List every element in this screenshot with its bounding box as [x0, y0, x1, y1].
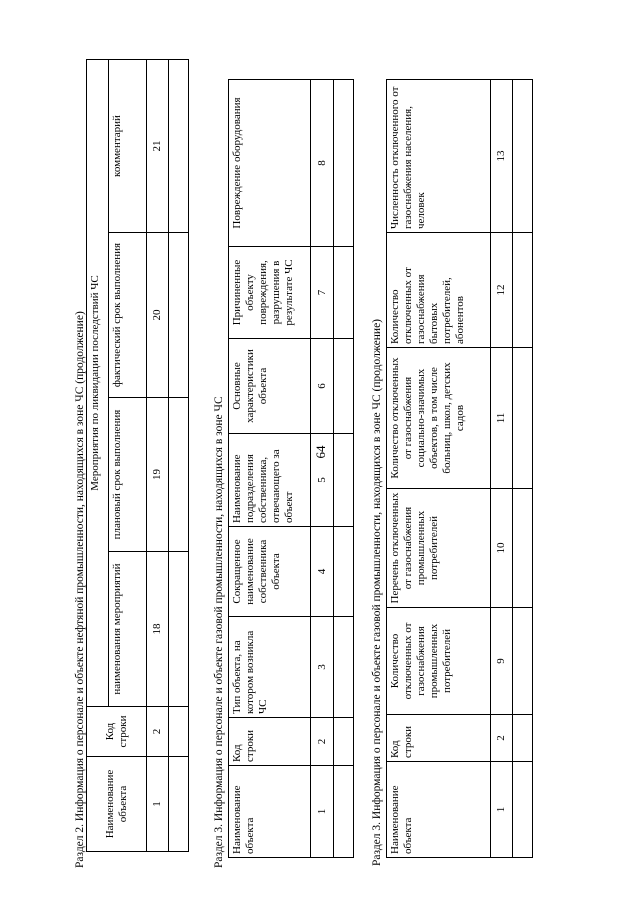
col-number: 2: [311, 718, 334, 766]
header-owner-department: Наименование подразделения собственника, отвечающего за объект: [229, 434, 311, 527]
header-row-code: Код строки: [387, 715, 491, 762]
header-actual-date: фактический срок выполнения: [109, 233, 147, 398]
empty-cell: [334, 80, 354, 247]
empty-cell: [169, 59, 189, 232]
header-row-code: Код строки: [229, 718, 311, 766]
col-number: 6: [311, 339, 334, 434]
col-number: 21: [147, 59, 169, 232]
col-number: 8: [311, 80, 334, 247]
section-2-block: [86, 59, 189, 852]
empty-cell: [169, 552, 189, 707]
col-number: 5: [311, 434, 334, 527]
header-population: Численность отключенного от газоснабжения населения, человек: [387, 80, 491, 233]
header-main-characteristics: Основные характеристики объекта: [229, 339, 311, 434]
col-number: 2: [147, 707, 169, 757]
empty-cell: [334, 617, 354, 718]
empty-cell: [334, 527, 354, 617]
header-object-type: Тип объекта, на котором возникла ЧС: [229, 617, 311, 718]
header-industrial-count: Количество отключенных от газоснабжения промышленных потребителей: [387, 608, 491, 715]
section-3-cont-table: [386, 79, 533, 858]
col-number: 7: [311, 247, 334, 339]
empty-cell: [169, 233, 189, 398]
section-3-cont-block: [386, 79, 533, 858]
col-number: 18: [147, 552, 169, 707]
col-number: 10: [491, 489, 513, 608]
col-number: 3: [311, 617, 334, 718]
empty-cell: [169, 707, 189, 757]
col-number: 19: [147, 398, 169, 552]
col-number: 1: [311, 766, 334, 858]
header-measures-name: наименования мероприятий: [109, 552, 147, 707]
section-2-table: [86, 59, 189, 852]
header-owner-short-name: Сокращенное наименование собственника объекта: [229, 527, 311, 617]
header-object-name: Наименование объекта: [87, 757, 147, 852]
empty-cell: [513, 715, 533, 762]
header-planned-date: плановый срок выполнения: [109, 398, 147, 552]
header-row-code: Код строки: [87, 707, 147, 757]
empty-cell: [513, 80, 533, 233]
empty-cell: [334, 247, 354, 339]
empty-cell: [334, 434, 354, 527]
page-number: 64: [313, 445, 328, 459]
col-number: 1: [147, 757, 169, 852]
empty-cell: [513, 233, 533, 348]
header-object-name: Наименование объекта: [229, 766, 311, 858]
col-number: 2: [491, 715, 513, 762]
col-number: 11: [491, 348, 513, 489]
col-number: 12: [491, 233, 513, 348]
section-3-block: [228, 79, 354, 858]
header-object-name: Наименование объекта: [387, 762, 491, 858]
header-equipment-damage: Повреждение оборудования: [229, 80, 311, 247]
header-household-consumers: Количество отключенных от газоснабжения бытовых потребителей, абонентов: [387, 233, 491, 348]
empty-cell: [169, 757, 189, 852]
empty-cell: [513, 608, 533, 715]
col-number: 4: [311, 527, 334, 617]
header-social-objects: Количество отключенных от газоснабжения социально-значимых объектов, в том числе больниц, школ, детских садов: [387, 348, 491, 489]
empty-cell: [513, 762, 533, 858]
section-3-table: [228, 79, 354, 858]
header-industrial-list: Перечень отключенных от газоснабжения промышленных потребителей: [387, 489, 491, 608]
header-comment: комментарий: [109, 59, 147, 232]
section-3-title: Раздел 3. Информация о персонале и объекте газовой промышленности, находящихся в зоне ЧС: [213, 396, 225, 868]
empty-cell: [334, 718, 354, 766]
empty-cell: [334, 339, 354, 434]
empty-cell: [513, 348, 533, 489]
col-number: 13: [491, 80, 513, 233]
empty-cell: [334, 766, 354, 858]
header-measures-group: Мероприятия по ликвидации последствий ЧС: [87, 59, 109, 706]
empty-cell: [169, 398, 189, 552]
section-3-cont-title: Раздел 3. Информация о персонале и объекте газовой промышленности, находящихся в зоне ЧС (продолжение): [371, 318, 383, 866]
header-damage: Причиненные объекту повреждения, разрушения в результате ЧС: [229, 247, 311, 339]
col-number: 9: [491, 608, 513, 715]
col-number: 1: [491, 762, 513, 858]
section-2-title: Раздел 2. Информация о персонале и объекте нефтяной промышленности, находящихся в зоне ЧС (продолжение): [74, 311, 86, 868]
col-number: 20: [147, 233, 169, 398]
empty-cell: [513, 489, 533, 608]
